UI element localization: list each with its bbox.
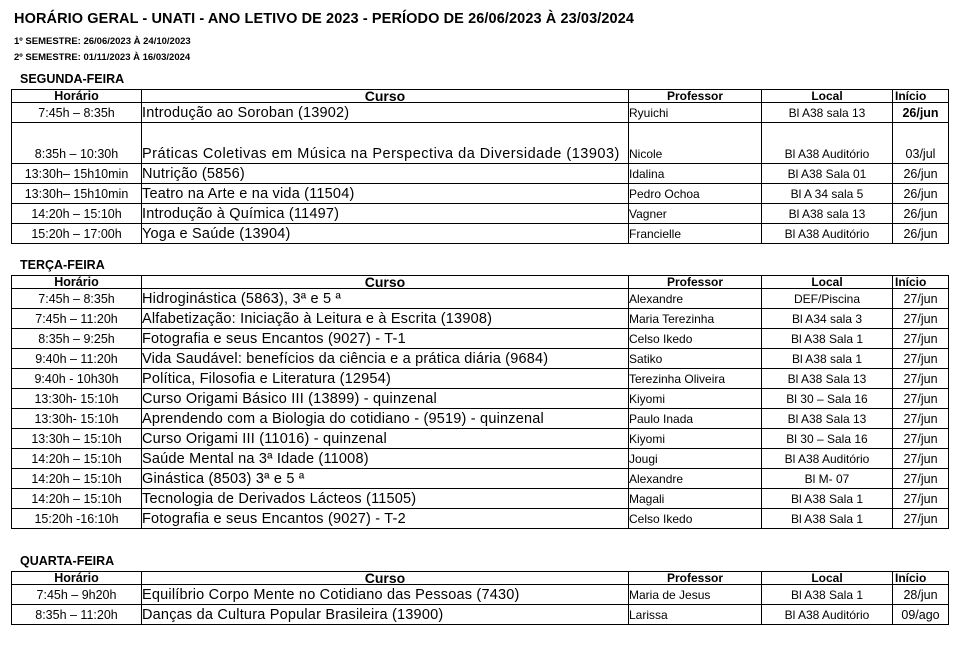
cell-inicio: 27/jun (893, 509, 949, 529)
cell-inicio: 27/jun (893, 409, 949, 429)
table-row (12, 184, 949, 204)
cell-curso: Yoga e Saúde (13904) (142, 224, 629, 244)
header-horario: Horário (12, 572, 142, 585)
cell-curso: Fotografia e seus Encantos (9027) - T-1 (142, 329, 629, 349)
cell-local: Bl A38 Auditório (762, 605, 893, 625)
day-title-segunda: SEGUNDA-FEIRA (20, 72, 125, 86)
cell-professor: Satiko (629, 349, 762, 369)
cell-horario: 8:35h – 9:25h (12, 329, 142, 349)
table-header-row (12, 276, 949, 289)
header-horario: Horário (12, 276, 142, 289)
cell-curso: Nutrição (5856) (142, 164, 629, 184)
schedule-table-terca (11, 275, 949, 529)
cell-inicio: 27/jun (893, 489, 949, 509)
header-local: Local (762, 572, 893, 585)
table-row (12, 449, 949, 469)
cell-inicio: 27/jun (893, 309, 949, 329)
header-curso: Curso (142, 90, 629, 103)
cell-horario: 14:20h – 15:10h (12, 469, 142, 489)
header-inicio: Início (893, 276, 949, 289)
cell-professor: Kiyomi (629, 389, 762, 409)
semester-2: 2º SEMESTRE: 01/11/2023 À 16/03/2024 (14, 52, 191, 63)
cell-local: Bl A34 sala 3 (762, 309, 893, 329)
cell-horario: 14:20h – 15:10h (12, 449, 142, 469)
table-row (12, 585, 949, 605)
table-row (12, 605, 949, 625)
header-professor: Professor (629, 572, 762, 585)
table-row (12, 309, 949, 329)
cell-inicio: 27/jun (893, 449, 949, 469)
cell-local: Bl 30 – Sala 16 (762, 429, 893, 449)
cell-horario: 13:30h– 15h10min (12, 164, 142, 184)
cell-professor: Celso Ikedo (629, 509, 762, 529)
schedule-table-quarta (11, 571, 949, 625)
cell-horario: 15:20h – 17:00h (12, 224, 142, 244)
cell-professor: Idalina (629, 164, 762, 184)
table-row (12, 469, 949, 489)
cell-local: Bl A38 Sala 13 (762, 369, 893, 389)
header-curso: Curso (142, 572, 629, 585)
cell-curso: Teatro na Arte e na vida (11504) (142, 184, 629, 204)
cell-professor: Jougi (629, 449, 762, 469)
cell-horario: 13:30h– 15h10min (12, 184, 142, 204)
cell-local: Bl 30 – Sala 16 (762, 389, 893, 409)
table-row (12, 509, 949, 529)
cell-inicio: 28/jun (893, 585, 949, 605)
table-row (12, 123, 949, 164)
cell-local: Bl A38 Sala 1 (762, 489, 893, 509)
cell-horario: 13:30h – 15:10h (12, 429, 142, 449)
cell-local: Bl A38 Sala 01 (762, 164, 893, 184)
cell-inicio: 26/jun (893, 164, 949, 184)
cell-local: Bl A38 Sala 1 (762, 509, 893, 529)
cell-curso: Tecnologia de Derivados Lácteos (11505) (142, 489, 629, 509)
cell-curso: Política, Filosofia e Literatura (12954) (142, 369, 629, 389)
cell-professor: Magali (629, 489, 762, 509)
table-row (12, 164, 949, 184)
table-row (12, 103, 949, 123)
cell-horario: 7:45h – 9h20h (12, 585, 142, 605)
table-row (12, 489, 949, 509)
cell-local: Bl A38 sala 13 (762, 103, 893, 123)
cell-inicio: 26/jun (893, 204, 949, 224)
cell-professor: Paulo Inada (629, 409, 762, 429)
cell-curso: Ginástica (8503) 3ª e 5 ª (142, 469, 629, 489)
cell-inicio: 26/jun (893, 184, 949, 204)
cell-horario: 8:35h – 11:20h (12, 605, 142, 625)
cell-inicio: 27/jun (893, 289, 949, 309)
cell-local: Bl A38 sala 1 (762, 349, 893, 369)
cell-professor: Vagner (629, 204, 762, 224)
header-horario: Horário (12, 90, 142, 103)
cell-local: Bl A38 Auditório (762, 123, 893, 164)
table-row (12, 289, 949, 309)
table-row (12, 329, 949, 349)
cell-horario: 14:20h – 15:10h (12, 204, 142, 224)
header-inicio: Início (893, 572, 949, 585)
cell-horario: 15:20h -16:10h (12, 509, 142, 529)
cell-inicio: 27/jun (893, 469, 949, 489)
cell-curso: Vida Saudável: benefícios da ciência e a prática diária (9684) (142, 349, 629, 369)
table-row (12, 389, 949, 409)
schedule-table-segunda (11, 89, 949, 244)
header-local: Local (762, 276, 893, 289)
cell-professor: Terezinha Oliveira (629, 369, 762, 389)
table-row (12, 349, 949, 369)
cell-local: Bl A38 Auditório (762, 224, 893, 244)
cell-local: Bl A38 Auditório (762, 449, 893, 469)
cell-curso: Curso Origami Básico III (13899) - quinzenal (142, 389, 629, 409)
cell-professor: Larissa (629, 605, 762, 625)
cell-curso: Equilíbrio Corpo Mente no Cotidiano das Pessoas (7430) (142, 585, 629, 605)
cell-inicio: 27/jun (893, 389, 949, 409)
cell-professor: Alexandre (629, 469, 762, 489)
header-local: Local (762, 90, 893, 103)
cell-professor: Ryuichi (629, 103, 762, 123)
cell-professor: Maria Terezinha (629, 309, 762, 329)
cell-inicio: 27/jun (893, 329, 949, 349)
table-header-row (12, 572, 949, 585)
cell-inicio: 26/jun (893, 103, 949, 123)
cell-local: Bl A38 Sala 13 (762, 409, 893, 429)
cell-local: Bl A38 Sala 1 (762, 329, 893, 349)
cell-local: Bl A38 sala 13 (762, 204, 893, 224)
cell-local: Bl A 34 sala 5 (762, 184, 893, 204)
cell-professor: Nicole (629, 123, 762, 164)
cell-professor: Maria de Jesus (629, 585, 762, 605)
cell-horario: 8:35h – 10:30h (12, 123, 142, 164)
cell-local: Bl A38 Sala 1 (762, 585, 893, 605)
table-row (12, 369, 949, 389)
cell-local: Bl M- 07 (762, 469, 893, 489)
cell-horario: 9:40h – 11:20h (12, 349, 142, 369)
table-row (12, 204, 949, 224)
cell-curso: Fotografia e seus Encantos (9027) - T-2 (142, 509, 629, 529)
cell-horario: 13:30h- 15:10h (12, 389, 142, 409)
cell-inicio: 26/jun (893, 224, 949, 244)
cell-horario: 9:40h - 10h30h (12, 369, 142, 389)
cell-local: DEF/Piscina (762, 289, 893, 309)
cell-curso: Práticas Coletivas em Música na Perspectiva da Diversidade (13903) (142, 123, 629, 164)
cell-horario: 7:45h – 8:35h (12, 103, 142, 123)
cell-horario: 7:45h – 8:35h (12, 289, 142, 309)
header-curso: Curso (142, 276, 629, 289)
cell-professor: Francielle (629, 224, 762, 244)
header-professor: Professor (629, 90, 762, 103)
cell-curso: Danças da Cultura Popular Brasileira (13900) (142, 605, 629, 625)
table-header-row (12, 90, 949, 103)
page-title: HORÁRIO GERAL - UNATI - ANO LETIVO DE 2023 - PERÍODO DE 26/06/2023 À 23/03/2024 (14, 11, 635, 27)
header-professor: Professor (629, 276, 762, 289)
cell-curso: Hidroginástica (5863), 3ª e 5 ª (142, 289, 629, 309)
cell-curso: Saúde Mental na 3ª Idade (11008) (142, 449, 629, 469)
cell-curso: Alfabetização: Iniciação à Leitura e à Escrita (13908) (142, 309, 629, 329)
cell-horario: 14:20h – 15:10h (12, 489, 142, 509)
table-row (12, 429, 949, 449)
cell-inicio: 27/jun (893, 349, 949, 369)
day-title-terca: TERÇA-FEIRA (20, 258, 105, 272)
semester-1: 1º SEMESTRE: 26/06/2023 À 24/10/2023 (14, 36, 191, 47)
cell-inicio: 09/ago (893, 605, 949, 625)
cell-curso: Aprendendo com a Biologia do cotidiano - (9519) - quinzenal (142, 409, 629, 429)
cell-curso: Introdução à Química (11497) (142, 204, 629, 224)
cell-curso: Curso Origami III (11016) - quinzenal (142, 429, 629, 449)
cell-inicio: 27/jun (893, 429, 949, 449)
cell-horario: 13:30h- 15:10h (12, 409, 142, 429)
table-row (12, 409, 949, 429)
table-row (12, 224, 949, 244)
cell-inicio: 03/jul (893, 123, 949, 164)
cell-horario: 7:45h – 11:20h (12, 309, 142, 329)
cell-professor: Alexandre (629, 289, 762, 309)
cell-professor: Pedro Ochoa (629, 184, 762, 204)
cell-inicio: 27/jun (893, 369, 949, 389)
day-title-quarta: QUARTA-FEIRA (20, 554, 115, 568)
cell-professor: Celso Ikedo (629, 329, 762, 349)
header-inicio: Início (893, 90, 949, 103)
cell-professor: Kiyomi (629, 429, 762, 449)
cell-curso: Introdução ao Soroban (13902) (142, 103, 629, 123)
